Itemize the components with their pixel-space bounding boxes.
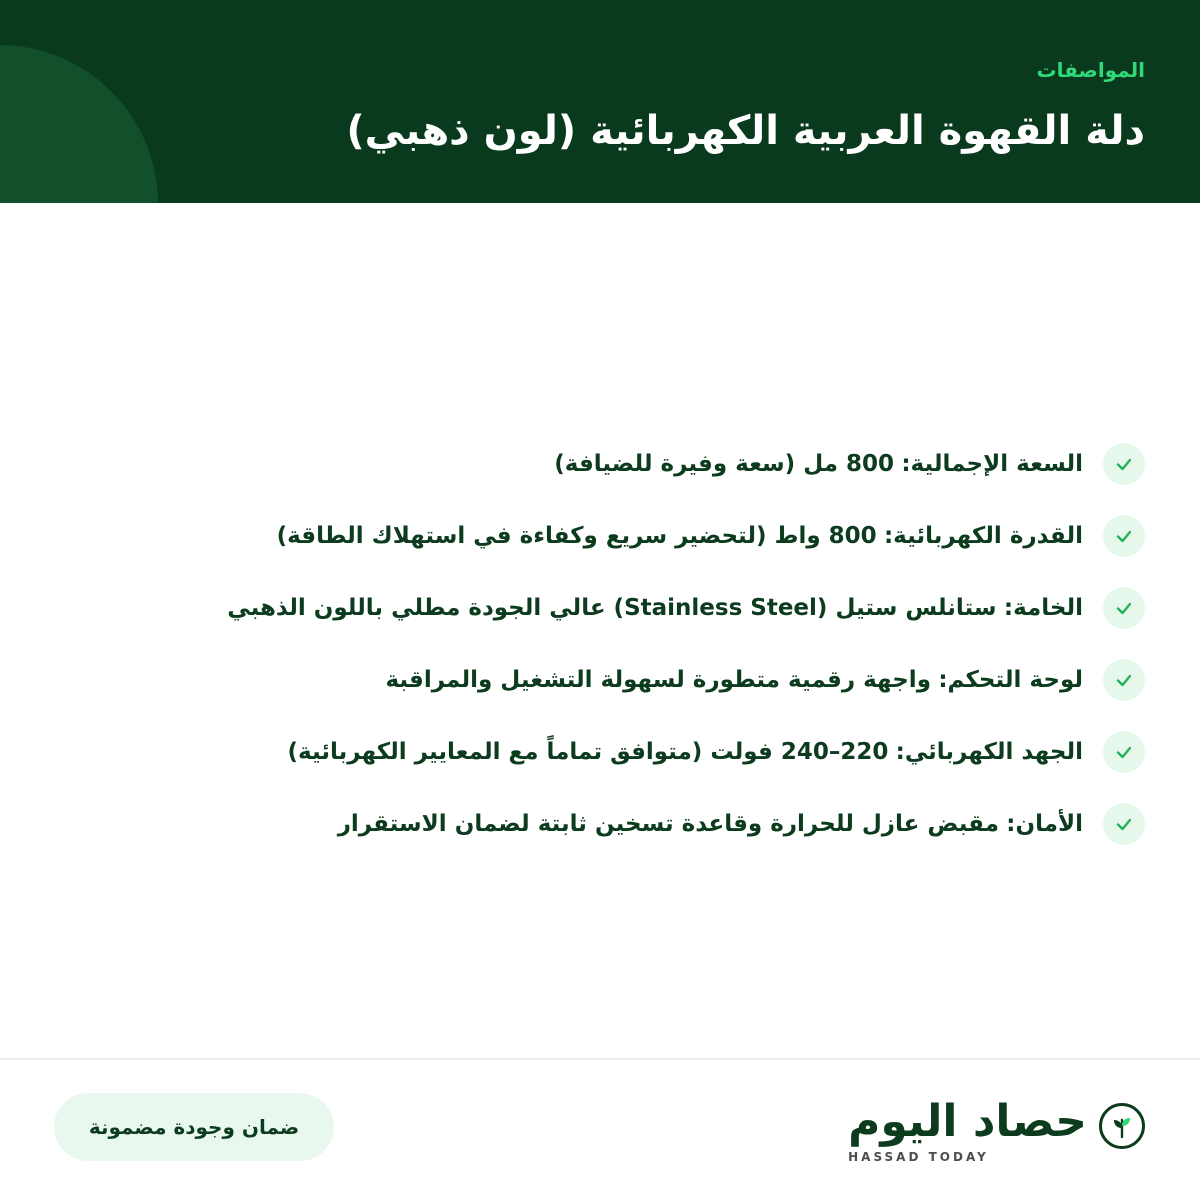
spec-value: 800 مل (سعة وفيرة للضيافة) bbox=[554, 451, 894, 477]
spec-label: القدرة الكهربائية: bbox=[883, 523, 1083, 549]
guarantee-badge: ضمان وجودة مضمونة bbox=[54, 1093, 334, 1161]
spec-item-power bbox=[145, 500, 1145, 572]
header-banner bbox=[0, 0, 1200, 203]
check-icon bbox=[1103, 443, 1145, 485]
spec-item-capacity bbox=[145, 428, 1145, 500]
check-icon bbox=[1103, 731, 1145, 773]
spec-value: واجهة رقمية متطورة لسهولة التشغيل والمراقبة bbox=[385, 667, 931, 693]
brand-subtitle: HASSAD TODAY bbox=[848, 1150, 989, 1164]
spec-item-safety bbox=[145, 788, 1145, 860]
brand-logo-block bbox=[848, 1090, 1145, 1170]
spec-label: لوحة التحكم: bbox=[938, 667, 1083, 693]
spec-list bbox=[145, 428, 1145, 860]
footer-divider bbox=[0, 1058, 1200, 1060]
spec-value: مقبض عازل للحرارة وقاعدة تسخين ثابتة لضمان الاستقرار bbox=[337, 811, 999, 837]
brand-name: حصاد اليوم bbox=[848, 1096, 1087, 1147]
spec-label: السعة الإجمالية: bbox=[901, 451, 1083, 477]
spec-item-voltage bbox=[145, 716, 1145, 788]
page-title: دلة القهوة العربية الكهربائية (لون ذهبي) bbox=[346, 108, 1145, 154]
check-icon bbox=[1103, 659, 1145, 701]
spec-value: 220–240 فولت (متوافق تماماً مع المعايير الكهربائية) bbox=[287, 739, 889, 765]
spec-item-control-panel bbox=[145, 644, 1145, 716]
spec-label: الخامة: bbox=[1003, 595, 1083, 621]
check-icon bbox=[1103, 803, 1145, 845]
check-icon bbox=[1103, 515, 1145, 557]
section-eyebrow: المواصفات bbox=[1036, 58, 1145, 82]
spec-value: ستانلس ستيل (Stainless Steel) عالي الجودة مطلي باللون الذهبي bbox=[227, 595, 997, 621]
decorative-circle bbox=[0, 45, 158, 203]
spec-label: الجهد الكهربائي: bbox=[895, 739, 1083, 765]
spec-value: 800 واط (لتحضير سريع وكفاءة في استهلاك الطاقة) bbox=[276, 523, 877, 549]
check-icon bbox=[1103, 587, 1145, 629]
spec-label: الأمان: bbox=[1006, 811, 1083, 837]
spec-item-material bbox=[145, 572, 1145, 644]
sprout-icon bbox=[1099, 1103, 1145, 1149]
